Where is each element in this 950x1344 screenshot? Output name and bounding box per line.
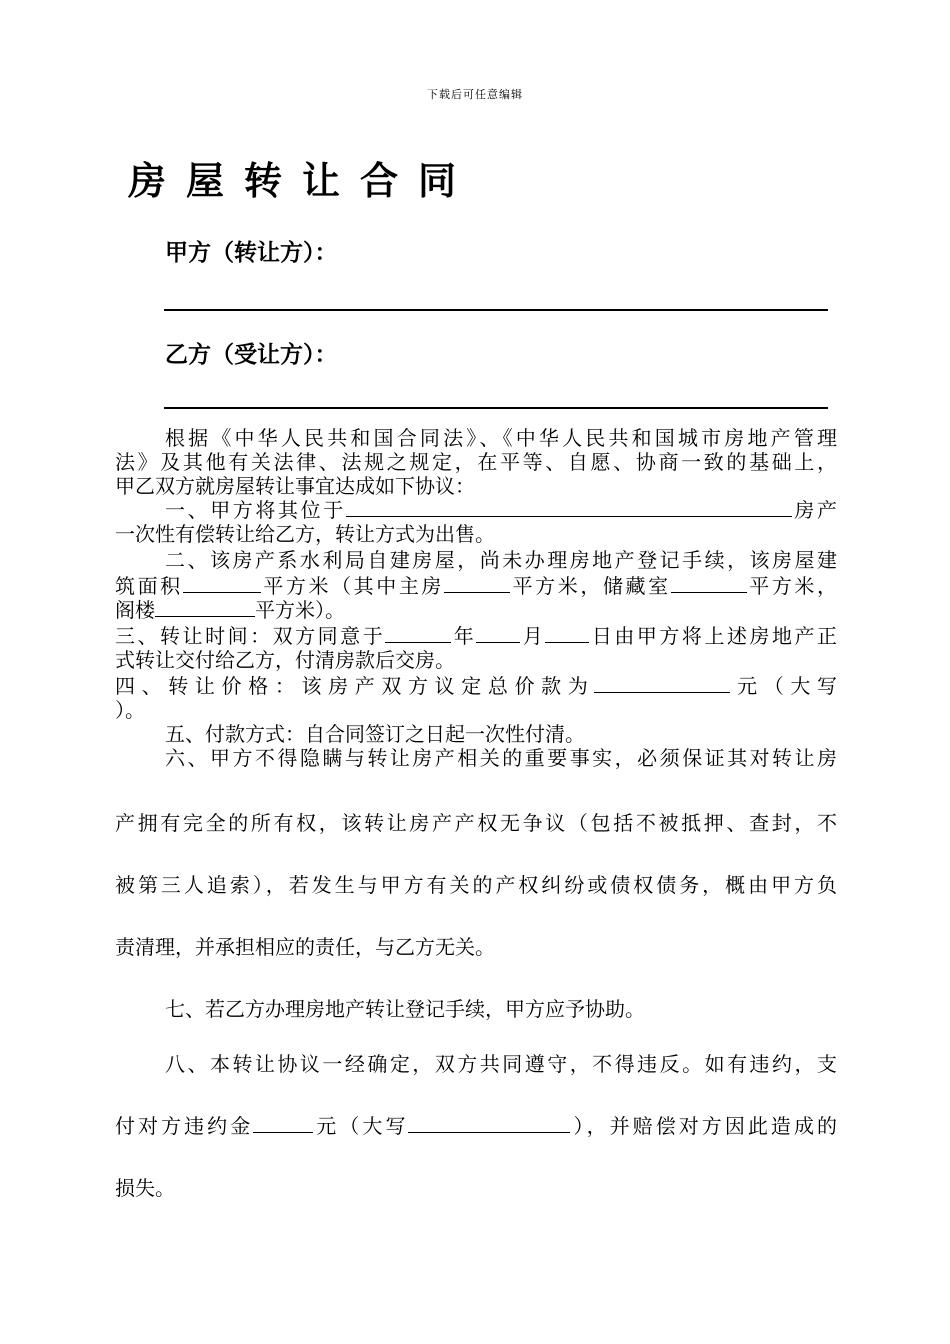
party-b-name-line — [164, 407, 828, 409]
clause-8-line-2 — [115, 1114, 837, 1138]
clause-7: 七、若乙方办理房地产转让登记手续，甲方应予协助。 — [165, 997, 645, 1021]
party-b-label: 乙方（受让方）： — [165, 342, 338, 368]
clause-1-line-1 — [115, 498, 837, 522]
clause-3-text-d: 日由甲方将上述房地产正 — [589, 624, 838, 648]
clause-1-text-b: 房产 — [791, 498, 838, 522]
day-blank — [545, 624, 589, 643]
header-note: 下载后可任意编辑 — [427, 88, 523, 101]
preamble-line-1: 根据《中华人民共和国合同法》、《中华人民共和国城市房地产管理 — [165, 426, 837, 450]
main-room-area-blank — [444, 574, 510, 593]
clause-5: 五、付款方式：自合同签订之日起一次性付清。 — [165, 722, 585, 746]
clause-8-line-3: 损失。 — [115, 1176, 175, 1200]
penalty-amount-blank — [253, 1114, 313, 1133]
clause-6-line-2: 产拥有完全的所有权，该转让房产产权无争议（包括不被抵押、查封，不 — [115, 811, 837, 835]
year-blank — [385, 624, 451, 643]
clause-4-text-a: 四、转让价格：该房产双方议定总价款为 — [115, 674, 595, 698]
clause-2-text-d: 平方米， — [746, 574, 838, 598]
clause-2-text-c: 平方米，储藏室 — [510, 574, 671, 598]
total-price-blank — [594, 674, 730, 693]
clause-8-text-a: 付对方违约金 — [115, 1114, 254, 1138]
attic-area-blank — [155, 598, 255, 617]
clause-6-line-4: 责清理，并承担相应的责任，与乙方无关。 — [115, 935, 495, 959]
clause-2-text-a: 筑面积 — [115, 574, 183, 598]
clause-2-line-2 — [115, 574, 837, 598]
clause-2-line-1: 二、该房产系水利局自建房屋，尚未办理房地产登记手续，该房屋建 — [165, 548, 837, 572]
party-a-name-line — [164, 309, 828, 311]
floor-area-blank — [183, 574, 261, 593]
clause-6-line-1: 六、甲方不得隐瞒与转让房产相关的重要事实，必须保证其对转让房 — [165, 746, 837, 770]
clause-2-text-e: 阁楼 — [115, 598, 155, 622]
clause-2-line-3 — [115, 598, 837, 622]
clause-3-line-2: 式转让交付给乙方，付清房款后交房。 — [115, 648, 455, 672]
party-a-label: 甲方（转让方）： — [165, 240, 338, 266]
clause-4-line-2: ）。 — [115, 698, 145, 722]
clause-4-text-b: 元（大写 — [730, 674, 838, 698]
clause-8-text-b: 元（大写 — [313, 1114, 409, 1138]
preamble-line-3: 甲乙双方就房屋转让事宜达成如下协议： — [115, 474, 475, 498]
clause-4-line-1 — [115, 674, 837, 698]
month-blank — [476, 624, 520, 643]
clause-3-text-b: 年 — [451, 624, 477, 648]
storage-area-blank — [671, 574, 747, 593]
clause-1-line-2: 一次性有偿转让给乙方，转让方式为出售。 — [115, 522, 495, 546]
clause-2-text-b: 平方米（其中主房 — [260, 574, 444, 598]
preamble-line-2: 法》及其他有关法律、法规之规定，在平等、自愿、协商一致的基础上， — [115, 450, 837, 474]
clause-3-line-1 — [115, 624, 837, 648]
penalty-uppercase-blank — [408, 1114, 570, 1133]
document-title: 房屋转让合同 — [128, 159, 477, 203]
clause-3-text-c: 月 — [520, 624, 546, 648]
clause-2-text-f: 平方米）。 — [255, 598, 345, 622]
location-blank — [346, 498, 792, 517]
clause-8-text-c: ），并赔偿对方因此造成的 — [570, 1114, 838, 1138]
clause-8-line-1: 八、本转让协议一经确定，双方共同遵守，不得违反。如有违约，支 — [165, 1052, 837, 1076]
clause-3-text-a: 三、转让时间：双方同意于 — [115, 624, 386, 648]
clause-1-text-a: 一、甲方将其位于 — [165, 498, 346, 522]
clause-6-line-3: 被第三人追索），若发生与甲方有关的产权纠纷或债权债务，概由甲方负 — [115, 873, 837, 897]
